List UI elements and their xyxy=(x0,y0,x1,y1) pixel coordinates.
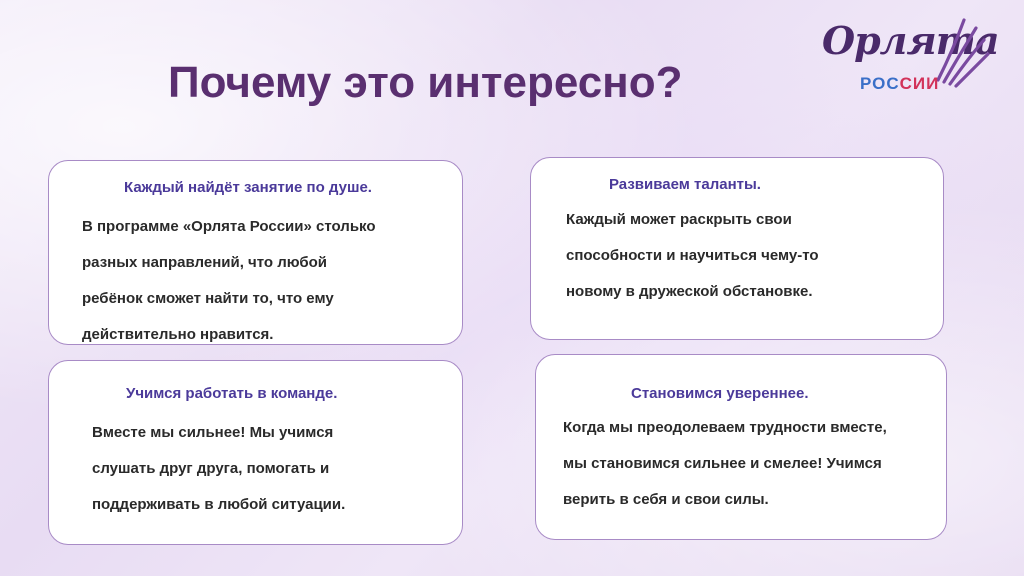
card-text-line: Когда мы преодолеваем трудности вместе, xyxy=(563,419,887,436)
card-title: Становимся увереннее. xyxy=(631,385,809,402)
card-text-line: Каждый может раскрыть свои xyxy=(566,211,792,228)
card-text-line: поддерживать в любой ситуации. xyxy=(92,496,346,513)
card-text xyxy=(563,410,887,518)
card-text-line: новому в дружеской обстановке. xyxy=(566,283,813,300)
logo-text-top: Орлята xyxy=(822,18,999,63)
logo xyxy=(820,12,999,96)
logo-text-bottom-a: РОС xyxy=(860,74,900,93)
logo-text-bottom xyxy=(860,74,939,94)
card-text xyxy=(82,209,376,353)
card-title: Учимся работать в команде. xyxy=(126,385,338,402)
card-develop-talents xyxy=(530,157,944,340)
card-text-line: мы становимся сильнее и смелее! Учимся xyxy=(563,455,882,472)
card-text-line: разных направлений, что любой xyxy=(82,254,328,271)
card-teamwork xyxy=(48,360,463,545)
card-text-line: Вместе мы сильнее! Мы учимся xyxy=(92,424,334,441)
card-title: Развиваем таланты. xyxy=(609,176,761,193)
page-title: Почему это интересно? xyxy=(168,58,683,107)
logo-text-bottom-b: СИИ xyxy=(899,74,940,93)
card-text xyxy=(566,202,819,310)
card-text-line: В программе «Орлята России» столько xyxy=(82,218,376,235)
card-text-line: действительно нравится. xyxy=(82,326,274,343)
card-title: Каждый найдёт занятие по душе. xyxy=(124,179,372,196)
card-text xyxy=(92,415,345,523)
card-find-activity xyxy=(48,160,463,345)
card-text-line: верить в себя и свои силы. xyxy=(563,491,769,508)
card-confidence xyxy=(535,354,947,540)
card-text-line: ребёнок сможет найти то, что ему xyxy=(82,290,334,307)
card-text-line: слушать друг друга, помогать и xyxy=(92,460,330,477)
card-text-line: способности и научиться чему-то xyxy=(566,247,819,264)
